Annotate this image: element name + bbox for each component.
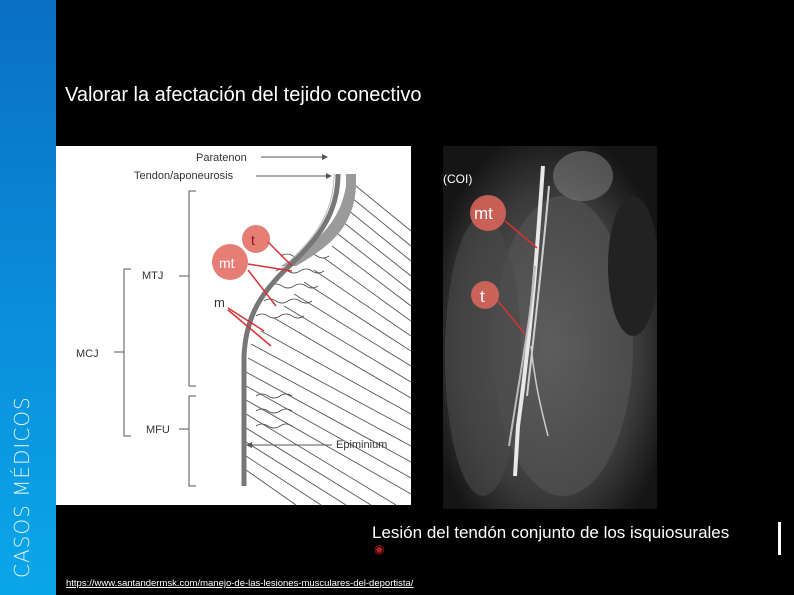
mri-view-label: (COI) bbox=[443, 172, 473, 186]
label-paratenon: Paratenon bbox=[196, 152, 247, 164]
source-link[interactable]: https://www.santandermsk.com/manejo-de-las-lesiones-musculares-del-deportista/ bbox=[66, 578, 414, 589]
mri-image bbox=[443, 146, 657, 509]
svg-text:mt: mt bbox=[219, 255, 235, 271]
label-mtj: MTJ bbox=[142, 270, 164, 282]
caption-bar bbox=[778, 522, 781, 555]
svg-text:t: t bbox=[480, 287, 485, 306]
label-m: m bbox=[214, 295, 225, 310]
side-label: CASOS MÉDICOS bbox=[10, 396, 34, 578]
label-mfu: MFU bbox=[146, 424, 170, 436]
label-mcj: MCJ bbox=[76, 348, 99, 360]
svg-text:t: t bbox=[251, 232, 255, 248]
tendon-diagram bbox=[56, 146, 411, 505]
label-epiminium: Epiminium bbox=[336, 439, 388, 451]
svg-text:mt: mt bbox=[474, 204, 493, 223]
figure-caption: Lesión del tendón conjunto de los isquiosurales bbox=[372, 523, 730, 542]
marker-t bbox=[242, 225, 270, 253]
caption-mark-icon: ◉ bbox=[374, 542, 385, 556]
slide-title: Valorar la afectación del tejido conectivo bbox=[65, 84, 422, 106]
label-tendon: Tendon/aponeurosis bbox=[134, 170, 234, 182]
mri-marker-t bbox=[471, 281, 499, 309]
